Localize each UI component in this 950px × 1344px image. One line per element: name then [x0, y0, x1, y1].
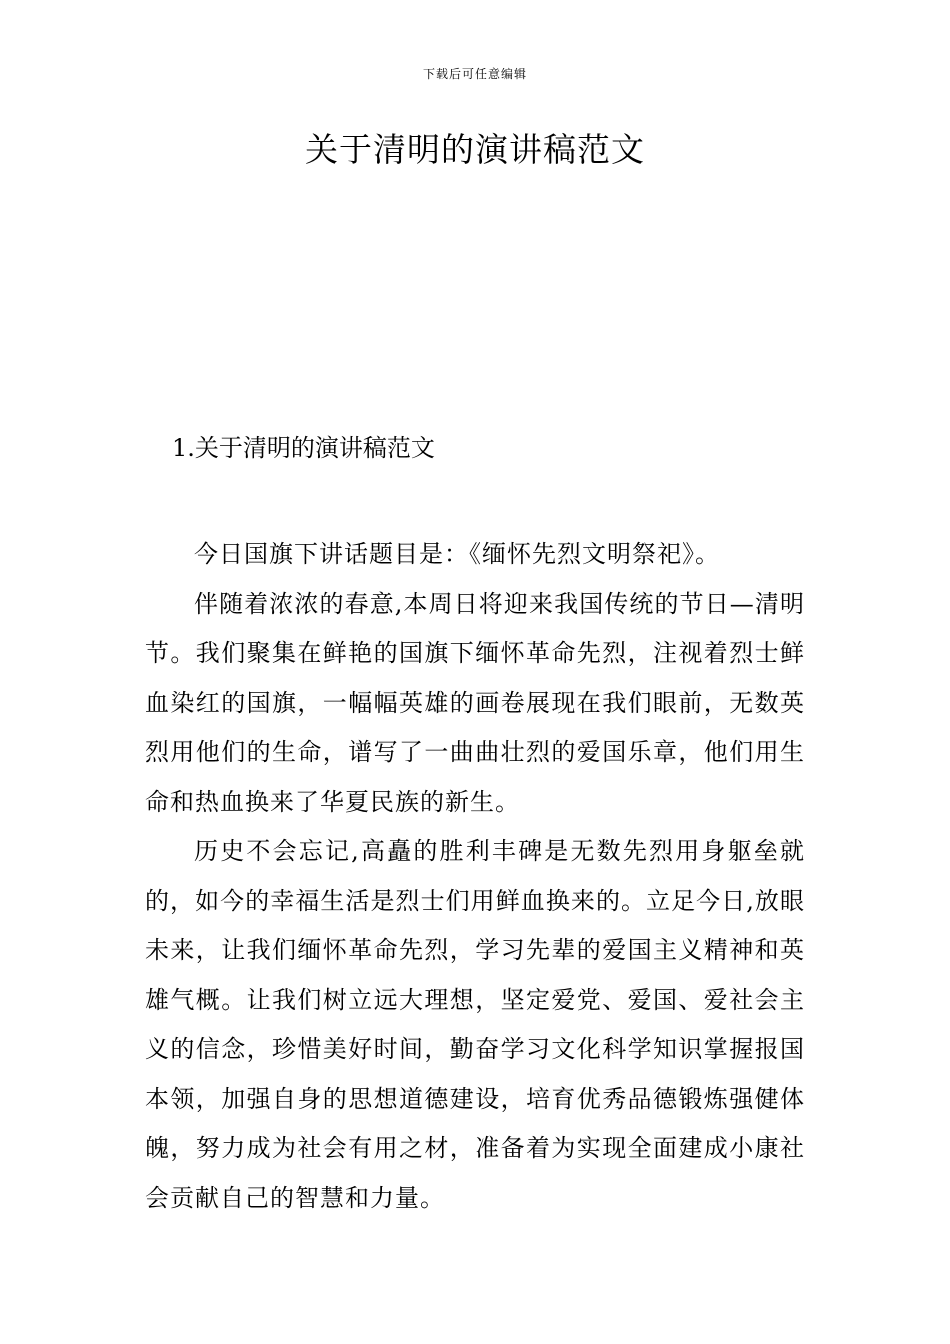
paragraph-1: 今日国旗下讲话题目是：《缅怀先烈文明祭祀》。	[194, 540, 720, 568]
document-title: 关于清明的演讲稿范文	[305, 130, 645, 169]
paragraph-2: 伴随着浓浓的春意,本周日将迎来我国传统的节日—清明节。我们聚集在鲜艳的国旗下缅怀革命先烈，注视着烈士鲜血染红的国旗，一幅幅英雄的画卷展现在我们眼前，无数英烈用他们的生命，谱写了一曲曲壮烈的爱国乐章，他们用生命和热血换来了华夏民族的新生。	[145, 589, 805, 816]
document-body	[145, 530, 805, 1223]
header-note: 下载后可任意编辑	[422, 67, 527, 81]
paragraph-3: 历史不会忘记,高矗的胜利丰碑是无数先烈用身躯垒就的，如今的幸福生活是烈士们用鲜血换来的。立足今日,放眼未来，让我们缅怀革命先烈，学习先辈的爱国主义精神和英雄气概。让我们树立远大理想，坚定爱党、爱国、爱社会主义的信念，珍惜美好时间，勤奋学习文化科学知识掌握报国本领，加强自身的思想道德建设，培育优秀品德锻炼强健体魄，努力成为社会有用之材，准备着为实现全面建成小康社会贡献自己的智慧和力量。	[145, 837, 805, 1212]
section-heading: 1.关于清明的演讲稿范文	[172, 434, 435, 462]
